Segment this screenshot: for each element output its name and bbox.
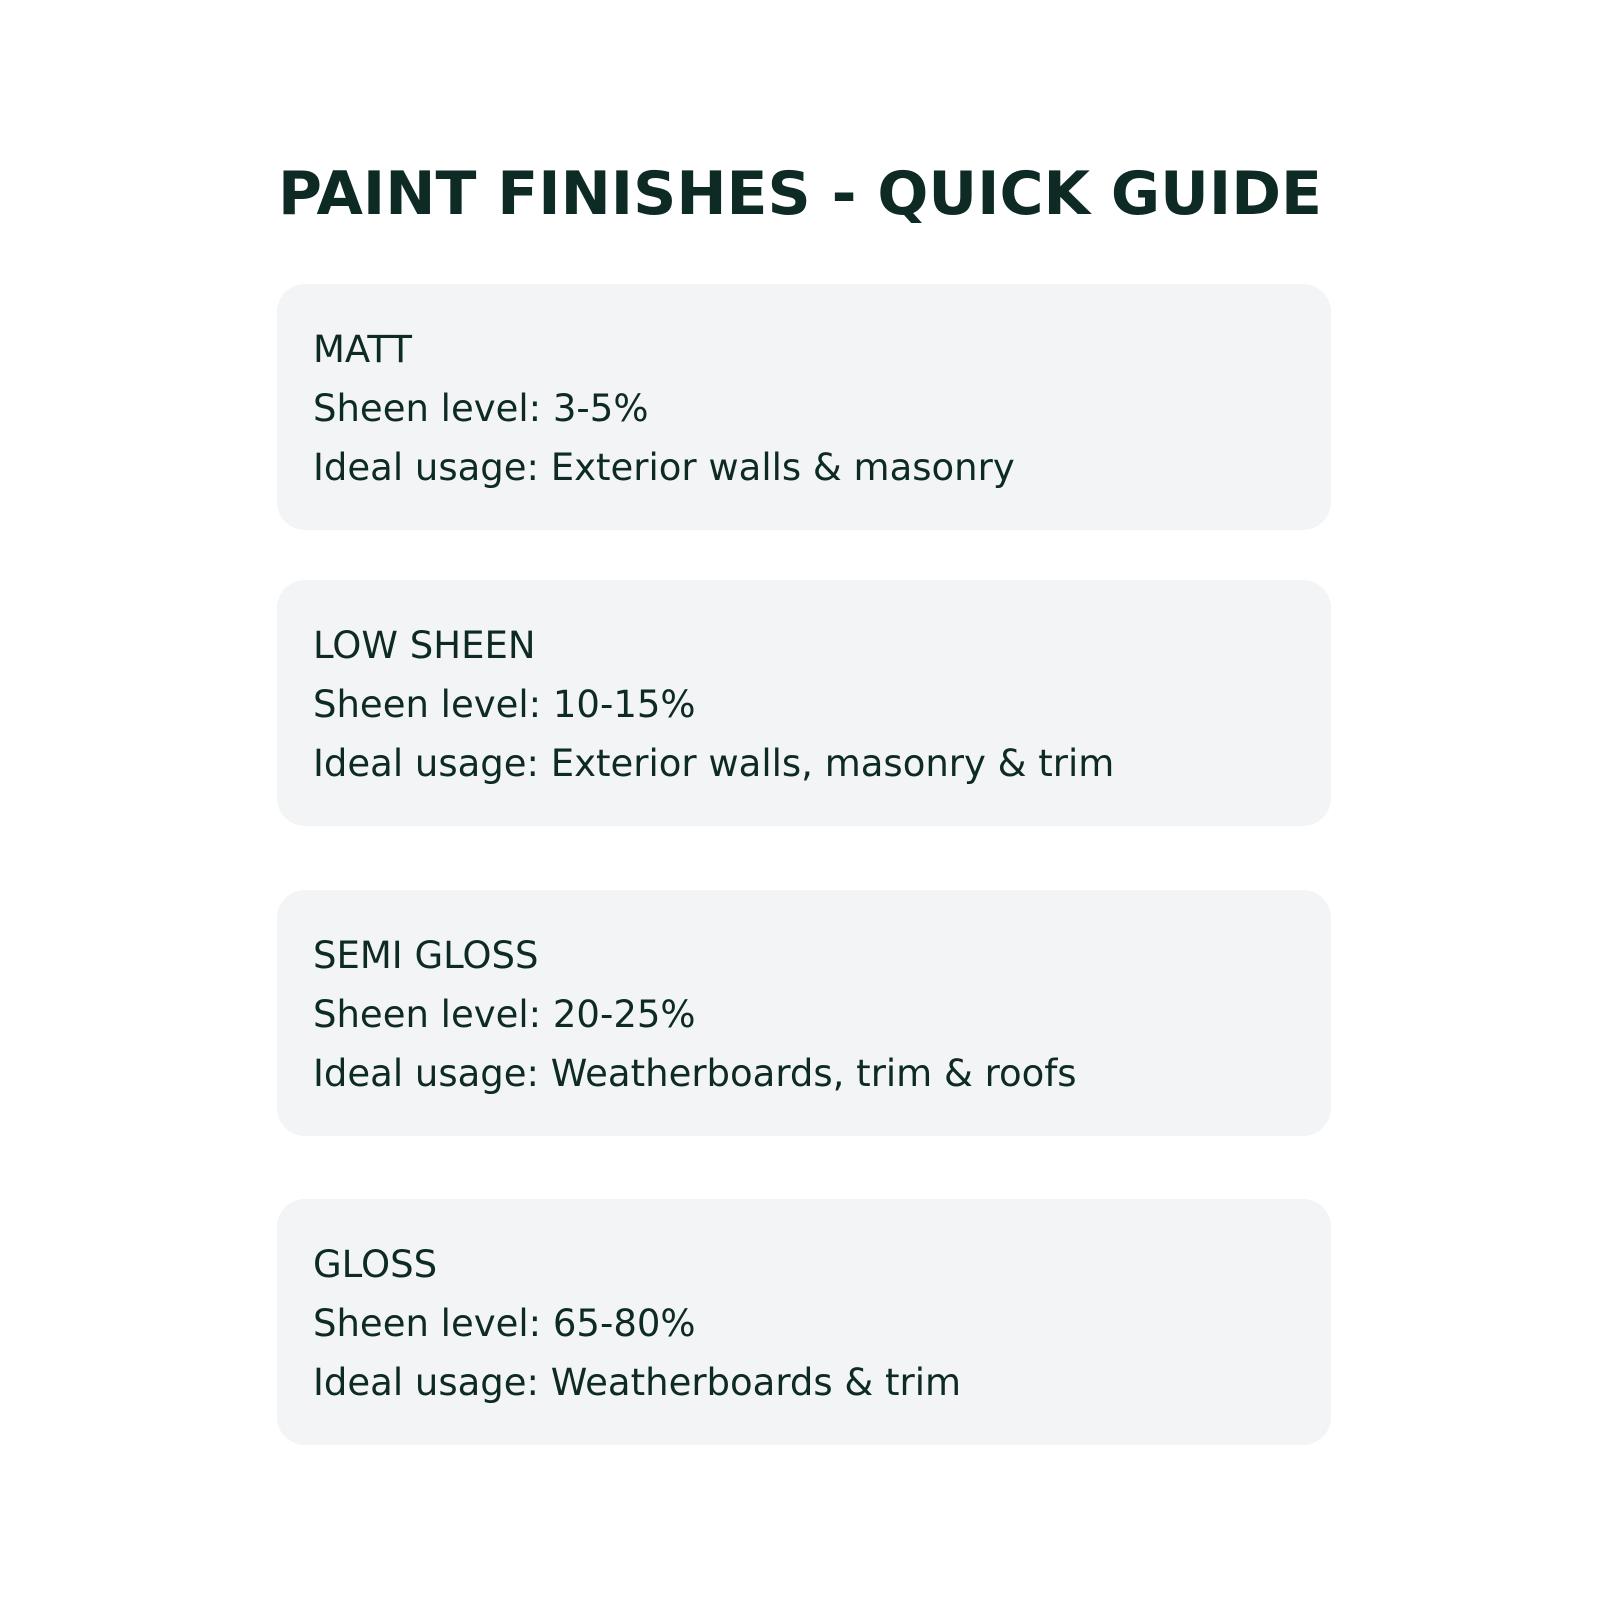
ideal-usage: Ideal usage: Exterior walls & masonry xyxy=(313,446,1015,489)
ideal-usage: Ideal usage: Exterior walls, masonry & trim xyxy=(313,742,1115,785)
finish-name: SEMI GLOSS xyxy=(313,934,539,977)
finish-name: MATT xyxy=(313,328,412,371)
sheen-level: Sheen level: 10-15% xyxy=(313,683,696,726)
finish-card-matt xyxy=(277,284,1331,530)
sheen-level: Sheen level: 3-5% xyxy=(313,387,649,430)
finish-name: GLOSS xyxy=(313,1243,438,1286)
finish-card-semi-gloss xyxy=(277,890,1331,1136)
finish-card-gloss xyxy=(277,1199,1331,1445)
ideal-usage: Ideal usage: Weatherboards & trim xyxy=(313,1361,962,1404)
finish-card-low-sheen xyxy=(277,580,1331,826)
finish-name: LOW SHEEN xyxy=(313,624,536,667)
sheen-level: Sheen level: 65-80% xyxy=(313,1302,696,1345)
page-title: PAINT FINISHES - QUICK GUIDE xyxy=(278,159,1322,229)
ideal-usage: Ideal usage: Weatherboards, trim & roofs xyxy=(313,1052,1077,1095)
sheen-level: Sheen level: 20-25% xyxy=(313,993,696,1036)
